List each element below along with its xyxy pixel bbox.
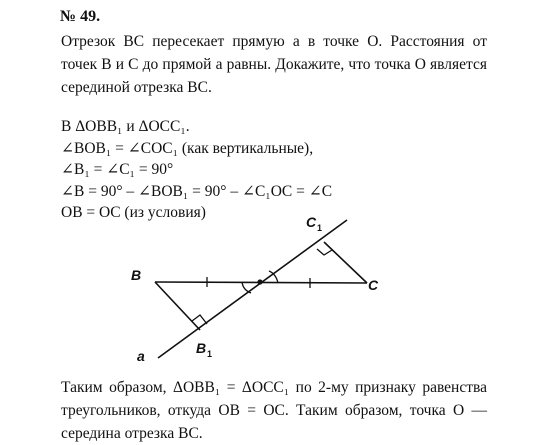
solution-line: ∠B = 90° – ∠BOB₁ = 90° – ∠C₁OC = ∠C [61, 182, 333, 200]
geometry-diagram [120, 205, 380, 370]
label-c1: C [306, 214, 317, 230]
geometry-figure [120, 205, 380, 370]
right-angle-mark-b1 [192, 315, 207, 324]
label-a: a [137, 348, 145, 364]
right-angle-mark-c1 [317, 249, 332, 255]
segment-cc1 [324, 242, 367, 283]
point-o [257, 279, 262, 284]
solution-line: ∠BOB₁ = ∠COC₁ (как вертикальные), [61, 139, 314, 157]
problem-statement: Отрезок BC пересекает прямую a в точке O. Расстояния от точек B и C до прямой a равны. Докажите, что точка O является серединой отрезка BC. [61, 33, 487, 96]
solution-line: ∠B₁ = ∠C₁ = 90° [61, 161, 174, 178]
problem-number: № 49. [60, 8, 101, 25]
label-b1: B [196, 340, 207, 356]
line-a [158, 220, 347, 358]
label-b1-subscript: 1 [207, 349, 213, 359]
label-c: C [368, 277, 379, 293]
segment-bb1 [155, 282, 200, 330]
solution-line: В ΔOBB₁ и ΔOCC₁. [61, 118, 190, 135]
solution-conclusion: Таким образом, ΔOBB₁ = ΔOCC₁ по 2-му признаку равенства треугольников, откуда OB = OC. Таким образом, точка O — середина отрезка BC. [61, 379, 487, 442]
solution-line: OB = OC (из условия) [61, 204, 206, 221]
label-b: B [131, 267, 142, 283]
label-c1-subscript: 1 [317, 223, 323, 233]
